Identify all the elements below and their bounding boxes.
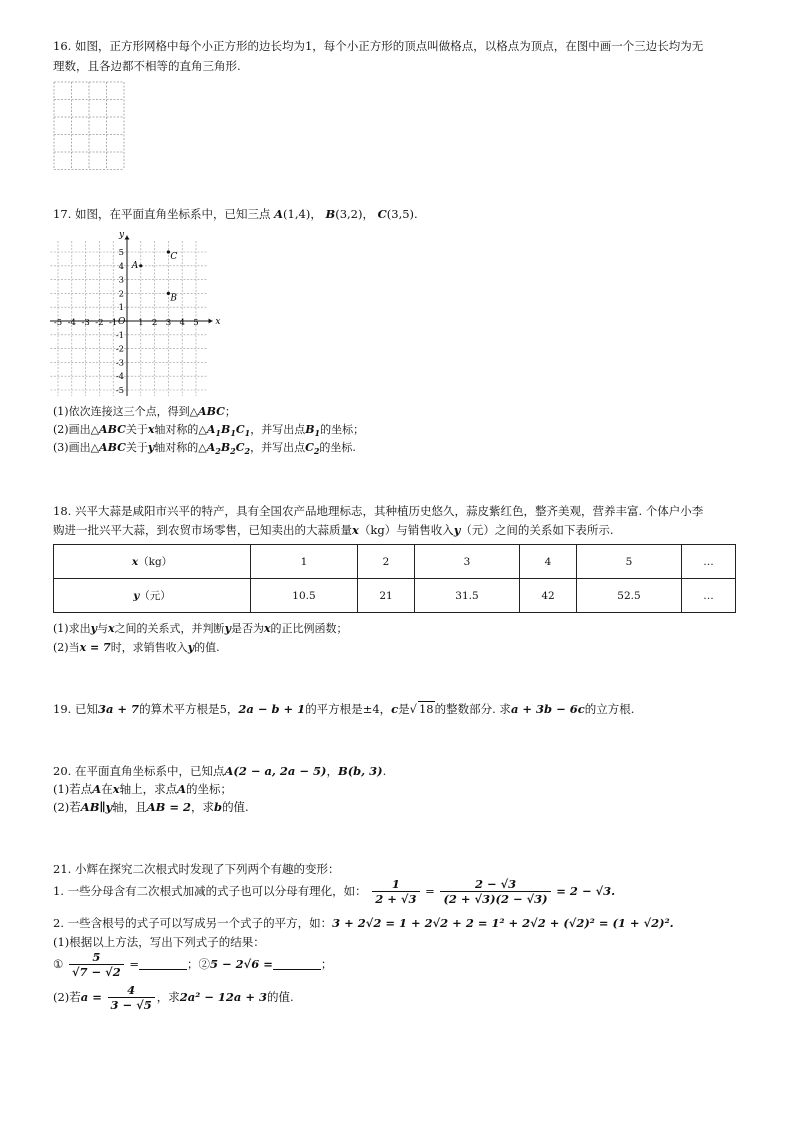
y-tick-label: 1 [118,303,124,314]
q16-line-1: 16. 如图，正方形网格中每个小正方形的边长均为1，每个小正方形的顶点叫做格点，以格点为顶点，在图中画一个三边长均为无 [53,39,704,53]
q21-title: 21. 小辉在探究二次根式时发现了下列两个有趣的变形： [53,862,340,876]
table-header-x: x（kg） [54,545,251,579]
table-cell: 21 [358,579,415,613]
y-tick-label: -2 [115,344,124,355]
table-cell: 10.5 [251,579,358,613]
q21-line-1: 1. 一些分母含有二次根式加减的式子也可以分母有理化，如： $\frac{1}{2 + √3}$ = $\frac{2 - √3}{(2 + √3)(2 - √3)}$ = 2 − √3. [53,877,616,906]
y-tick-label: -3 [115,358,124,369]
q18-line-2: 购进一批兴平大蒜，到农贸市场零售，已知卖出的大蒜质量x（kg）与销售收入y（元）之间的关系如下表所示. [53,523,614,537]
table-cell: 52.5 [577,579,682,613]
q17-sub-2: (2)画出△ABC关于x轴对称的$\triangle A_1B_1C_1$，并写出点$B_1$的坐标； [53,423,365,439]
y-tick-label: 4 [118,261,124,272]
triangle-a2b2c2: $A_2B_2C_2$ [206,441,251,457]
x-axis-label: x [215,317,221,327]
q21-sub-1: (1)根据以上方法，写出下列式子的结果： [53,935,265,949]
table-cell: … [682,579,736,613]
x-tick-label: -4 [67,318,76,328]
table-cell: 3 [415,545,520,579]
y-axis-label: y [119,229,125,240]
table-row [54,545,736,579]
q18-data-table [53,544,736,613]
point-c2: $C_2$ [305,441,320,457]
q16-line-2: 理数，且各边都不相等的直角三角形. [53,59,241,73]
x-tick-label: 4 [179,318,185,328]
x-axis-arrow [209,319,213,324]
answer-blank[interactable] [139,969,187,970]
point-a [139,264,142,267]
x-tick-label: 2 [151,318,158,328]
q17-coordinate-graph [50,226,225,396]
x-tick-label: -3 [81,318,90,328]
table-cell: 31.5 [415,579,520,613]
point-b1: $B_1$ [305,423,321,439]
q19-stem: 19. 已知3a + 7的算术平方根是5，2a − b + 1的平方根是±4，c是√ 18的整数部分. 求a + 3b − 6c的立方根. [53,702,635,716]
q18-sub-2: (2)当x = 7时，求销售收入y的值. [53,641,220,654]
q20-stem: 20. 在平面直角坐标系中，已知点A(2 − a, 2a − 5)，B(b, 3). [53,764,387,778]
x-tick-label: 3 [165,318,172,328]
table-cell: 2 [358,545,415,579]
q17-sub-3: (3)画出△ABC关于y轴对称的$\triangle A_2B_2C_2$，并写出点$C_2$的坐标. [53,441,356,457]
table-header-y: y（元） [54,579,251,613]
y-tick-label: -4 [115,372,124,383]
sqrt-18: √ 18 [409,702,434,716]
y-tick-label: 5 [118,248,124,258]
table-cell: 42 [520,579,577,613]
table-row [54,579,736,613]
q21-sub-1-items: ① $\frac{5}{√7 - √2}$ = ；②5 − 2√6 = ； [53,950,333,979]
triangle-a1b1c1: $A_1B_1C_1$ [206,423,251,439]
point-label-b: B [170,293,178,304]
y-tick-label: 3 [118,275,124,286]
answer-blank[interactable] [273,969,321,970]
y-tick-label: -1 [115,330,124,341]
q20-sub-2: (2)若AB∥y轴，且AB = 2，求b的值. [53,800,249,814]
q17-sub-1: (1)依次连接这三个点，得到△ABC； [53,405,236,418]
fraction: $\frac{5}{√7 - √2}$ [69,951,124,979]
table-cell: 5 [577,545,682,579]
y-axis-arrow [125,235,130,239]
table-cell: 1 [251,545,358,579]
q18-line-1: 18. 兴平大蒜是咸阳市兴平的特产，具有全国农产品地理标志，其种植历史悠久，蒜皮紫红色，整齐美观，营养丰富. 个体户小李 [53,504,704,518]
x-tick-label: 1 [138,318,144,328]
x-tick-label: 5 [193,318,199,328]
fraction: $\frac{2 - √3}{(2 + √3)(2 - √3)}$ [440,878,550,906]
q17-stem: 17. 如图，在平面直角坐标系中，已知三点 A(1,4)， B(3,2)， C(3,5). [53,207,418,221]
q21-line-2: 2. 一些含根号的式子可以写成另一个式子的平方，如：3 + 2√2 = 1 + 2√2 + 2 = 1² + 2√2 + (√2)² = (1 + √2)². [53,916,674,930]
x-tick-label: -5 [53,318,63,328]
x-tick-label: -2 [95,318,104,328]
q16-grid-figure [53,81,128,173]
table-cell: 4 [520,545,577,579]
point-label-c: C [170,252,178,262]
table-cell: … [682,545,736,579]
q21-sub-2: (2)若a = $\frac{4}{3 - √5}$ ，求2a² − 12a + 3的值. [53,983,294,1012]
q20-sub-1: (1)若点A在x轴上，求点A的坐标； [53,782,233,796]
q18-sub-1: (1)求出y与x之间的关系式，并判断y是否为x的正比例函数； [53,622,348,635]
x-tick-label: -1 [109,318,118,328]
fraction: $\frac{4}{3 - √5}$ [108,984,155,1012]
fraction: $\frac{1}{2 + √3}$ [372,878,419,906]
y-tick-label: -5 [115,386,124,396]
point-label-a: A [131,260,139,271]
origin-label: O [118,317,126,327]
y-tick-label: 2 [118,289,124,300]
